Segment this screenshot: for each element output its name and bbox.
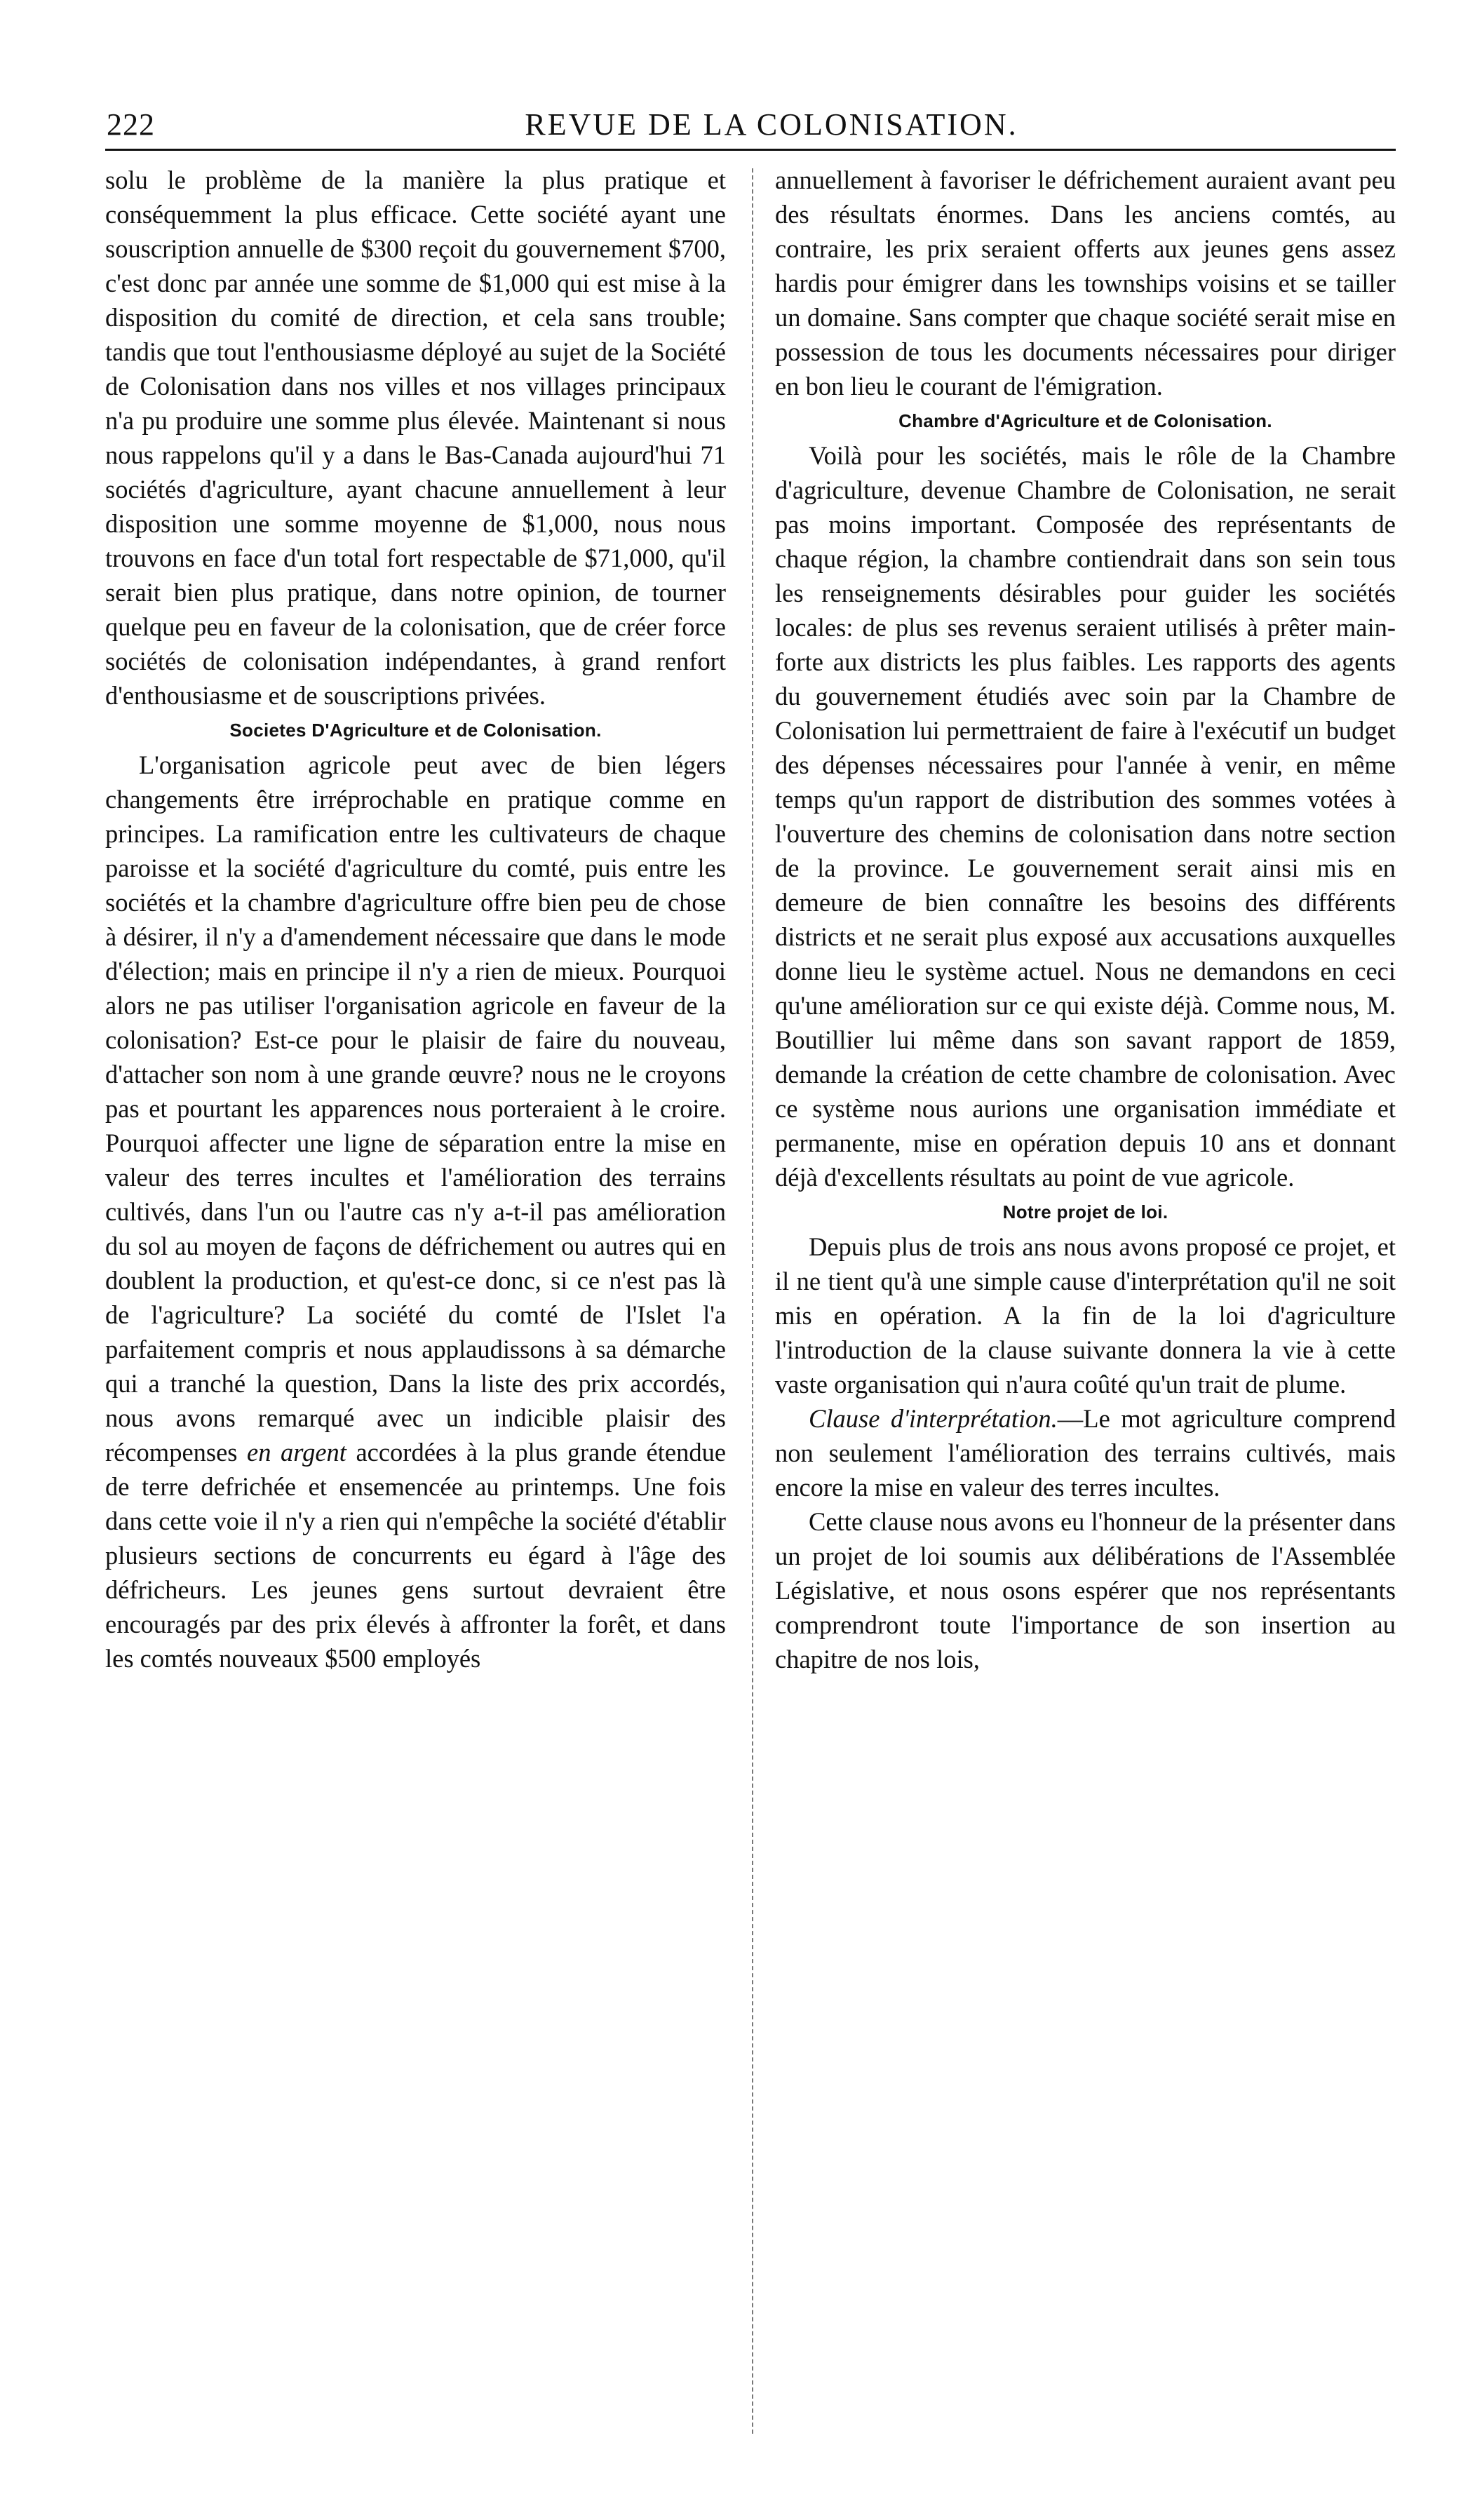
paragraph-organisation-agricole	[105, 748, 726, 1676]
section-heading-societes: Societes D'Agriculture et de Colonisation.	[229, 720, 602, 741]
paragraph-continued: solu le problème de la manière la plus pratique et conséquemment la plus efficace. Cette société ayant une souscription annuelle de $300 reçoit du gouvernement $700, c'est donc par année une somme de $1,000 qui est mise à la disposition du comité de direction, et cela sans trouble; tandis que tout l'enthousiasme déployé au sujet de la Société de Colonisation dans nos villes et nos villages principaux n'a pu produire une somme plus élevée. Maintenant si nous nous rappelons qu'il y a dans le Bas-Canada aujourd'hui 71 sociétés d'agriculture, ayant chacune annuellement à leur disposition une somme moyenne de $1,000, nous nous trouvons en face d'un total fort respectable de $71,000, qu'il serait bien plus pratique, dans notre opinion, de tourner quelque peu en faveur de la colonisation, que de créer force sociétés de colonisation indépendantes, à grand renfort d'enthousiasme et de souscriptions privées.	[105, 166, 726, 710]
running-head	[105, 105, 1396, 151]
column-divider	[752, 168, 753, 2434]
page-number: 222	[107, 107, 155, 142]
left-column	[105, 163, 726, 1676]
paragraph-text: accordées à la plus grande étendue de terre defrichée et ensemencée au printemps. Une fois dans cette voie il n'y a rien qui n'empêche la société d'établir plusieurs sections de concurrents eu égard à l'âge des défricheurs. Les jeunes gens surtout devraient être encouragés par des prix élevés à affronter la forêt, et dans les comtés nouveaux $500 employés	[105, 1438, 727, 1673]
paragraph-chambre: Voilà pour les sociétés, mais le rôle de la Chambre d'agriculture, devenue Chambre de Colonisation, ne serait pas moins important. Composée des représentants de chaque région, la chambre contiendrait dans son sein tous les renseignements désirables pour guider les sociétés locales: de plus ses revenus seraient utilisés à prêter main-forte aux districts les plus faibles. Les rapports des agents du gouvernement étudiés avec soin par la Chambre de Colonisation lui permettraient de faire à l'exécutif un budget des dépenses nécessaires pour l'année à venir, en même temps qu'un rapport de distribution des sommes votées à l'ouverture des chemins de colonisation dans notre section de la province. Le gouvernement serait ainsi mis en demeure de bien connaître les besoins des différents districts et ne serait plus exposé aux accusations auxquelles donne lieu le système actuel. Nous ne demandons en ceci qu'une amélioration sur ce qui existe déjà. Comme nous, M. Boutillier lui même dans son savant rapport de 1859, demande la création de cette chambre de colonisation. Avec ce système nous aurions une organisation immédiate et permanente, mise en opération depuis 10 ans et donnant déjà d'excellents résultats au point de vue agricole.	[775, 441, 1396, 1192]
section-heading-chambre: Chambre d'Agriculture et de Colonisation.	[898, 410, 1272, 431]
emphasis-text: en argent	[247, 1438, 346, 1467]
section-heading-projet-de-loi: Notre projet de loi.	[1002, 1201, 1168, 1222]
paragraph-honneur: Cette clause nous avons eu l'honneur de la présenter dans un projet de loi soumis aux délibérations de l'Assemblée Législative, et nous osons espérer que nos représentants comprendront toute l'importance de son insertion au chapitre de nos lois,	[775, 1507, 1396, 1673]
paragraph-projet: Depuis plus de trois ans nous avons proposé ce projet, et il ne tient qu'à une simple cause d'interprétation qu'il ne soit mis en opération. A la fin de la loi d'agriculture l'introduction de la clause suivante donnera la vie à cette vaste organisation qui n'aura coûté qu'un trait de plume.	[775, 1232, 1396, 1399]
journal-title: REVUE DE LA COLONISATION.	[525, 107, 1018, 142]
emphasis-text: Clause d'interprétation.	[809, 1404, 1058, 1433]
paragraph-text: —Le mot agriculture comprend non seulement l'amélioration des terrains cultivés, mais encore la mise en valeur des terres incultes.	[775, 1404, 1396, 1502]
page	[105, 105, 1396, 2448]
paragraph-continued: annuellement à favoriser le défrichement auraient avant peu des résultats énormes. Dans les anciens comtés, au contraire, les prix seraient offerts aux jeunes gens assez hardis pour émigrer dans les townships voisins et se tailler un domaine. Sans compter que chaque société serait mise en possession de tous les documents nécessaires pour diriger en bon lieu le courant de l'émigration.	[775, 166, 1396, 400]
paragraph-clause	[775, 1401, 1396, 1504]
paragraph-text: L'organisation agricole peut avec de bien légers changements être irréprochable en pratique comme en principes. La ramification entre les cultivateurs de chaque paroisse et la société d'agriculture du comté, puis entre les sociétés et la chambre d'agriculture offre bien peu de chose à désirer, il n'y a d'amendement nécessaire que dans le mode d'élection; mais en principe il n'y a rien de mieux. Pourquoi alors ne pas utiliser l'organisation agricole en faveur de la colonisation? Est-ce pour le plaisir de faire du nouveau, d'attacher son nom à une grande œuvre? nous ne le croyons pas et pourtant les apparences nous porteraient à le croire. Pourquoi affecter une ligne de séparation entre la mise en valeur des terres incultes et l'amélioration des terrains cultivés, dans l'un ou l'autre cas n'y a-t-il pas amélioration du sol au moyen de façons de défrichement ou autres qui en doublent la production, et qu'est-ce donc, si ce n'est pas là de l'agriculture? La société du comté de l'Islet l'a parfaitement compris et nous applaudissons à sa démarche qui a tranché la question, Dans la liste des prix accordés, nous avons remarqué avec un indicible plaisir des récompenses	[105, 750, 726, 1467]
right-column	[775, 163, 1396, 1676]
